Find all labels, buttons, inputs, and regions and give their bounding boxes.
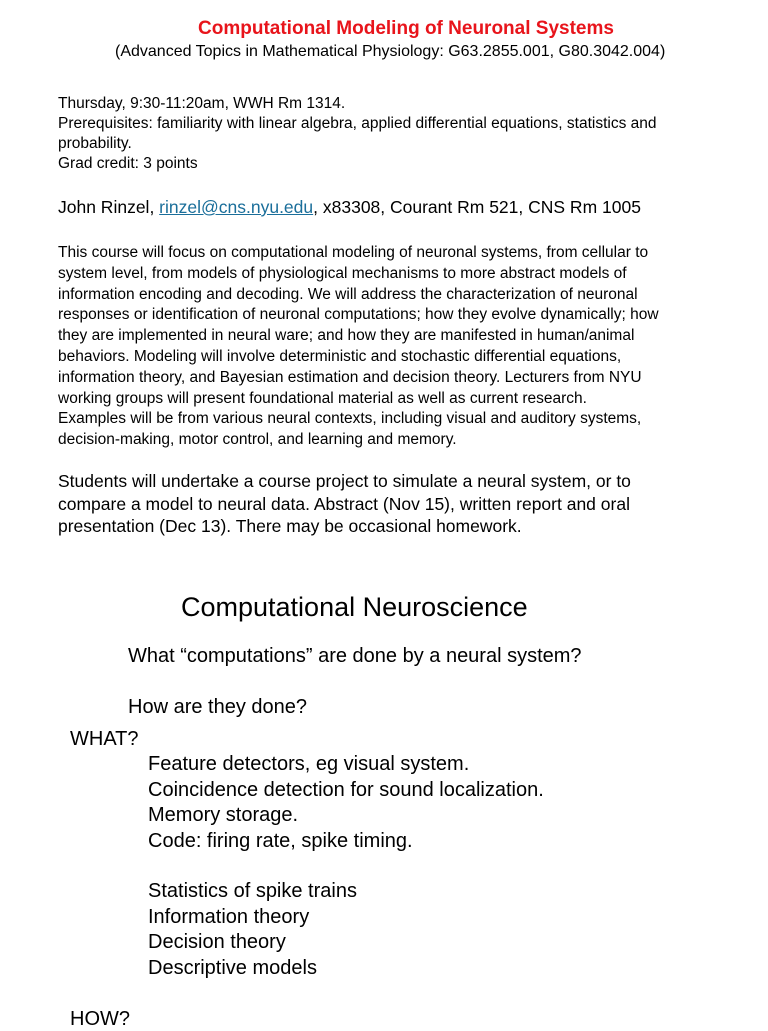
schedule-line: Thursday, 9:30-11:20am, WWH Rm 1314.	[58, 95, 346, 112]
question-what: What “computations” are done by a neural system?	[128, 645, 582, 667]
question-how: How are they done?	[128, 696, 308, 718]
description-line: responses or identification of neuronal computations; how they evolve dynamically; how	[58, 306, 659, 324]
list-item: Code: firing rate, spike timing.	[148, 829, 413, 852]
document-title: Computational Modeling of Neuronal Systems	[198, 18, 614, 39]
course-project	[58, 470, 631, 538]
what-list	[148, 752, 544, 854]
instructor-name: John Rinzel,	[58, 197, 160, 217]
list-item: Statistics of spike trains	[148, 880, 357, 902]
credit-line: Grad credit: 3 points	[58, 155, 198, 172]
prerequisites-line-cont: probability.	[58, 135, 132, 152]
description-line: behaviors. Modeling will involve deterministic and stochastic differential equations,	[58, 347, 622, 365]
description-line: they are implemented in neural ware; and how they are manifested in human/animal	[58, 327, 635, 345]
document-subtitle: (Advanced Topics in Mathematical Physiology: G63.2855.001, G80.3042.004)	[115, 43, 666, 60]
project-line: presentation (Dec 13). There may be occasional homework.	[58, 516, 522, 537]
how-label: HOW?	[70, 1008, 130, 1030]
course-description	[58, 243, 748, 451]
description-line: decision-making, motor control, and learning and memory.	[58, 431, 457, 449]
list-item: Descriptive models	[148, 956, 317, 979]
methods-list	[148, 879, 357, 981]
list-item: Memory storage.	[148, 804, 299, 827]
project-line: Students will undertake a course project to simulate a neural system, or to	[58, 471, 631, 491]
description-line: information encoding and decoding. We will address the characterization of neuronal	[58, 285, 638, 303]
list-item: Decision theory	[148, 931, 286, 954]
section-heading: Computational Neuroscience	[181, 592, 528, 622]
description-line: system level, from models of physiological mechanisms to more abstract models of	[58, 264, 627, 282]
project-line: compare a model to neural data. Abstract (Nov 15), written report and oral	[58, 493, 630, 514]
prerequisites-line: Prerequisites: familiarity with linear algebra, applied differential equations, statistics and	[58, 115, 657, 132]
instructor-email-link[interactable]: rinzel@cns.nyu.edu	[159, 197, 314, 217]
description-line: working groups will present foundational material as well as current research.	[58, 389, 587, 407]
course-info	[58, 94, 657, 174]
list-item: Information theory	[148, 905, 310, 928]
description-line: information theory, and Bayesian estimation and decision theory. Lecturers from NYU	[58, 368, 642, 386]
description-line: Examples will be from various neural contexts, including visual and auditory systems,	[58, 410, 642, 428]
instructor-contact	[58, 197, 641, 218]
instructor-office: , x83308, Courant Rm 521, CNS Rm 1005	[313, 197, 641, 217]
list-item: Coincidence detection for sound localization.	[148, 778, 544, 801]
description-line: This course will focus on computational modeling of neuronal systems, from cellular to	[58, 244, 649, 261]
what-label: WHAT?	[70, 728, 139, 750]
list-item: Feature detectors, eg visual system.	[148, 753, 470, 775]
